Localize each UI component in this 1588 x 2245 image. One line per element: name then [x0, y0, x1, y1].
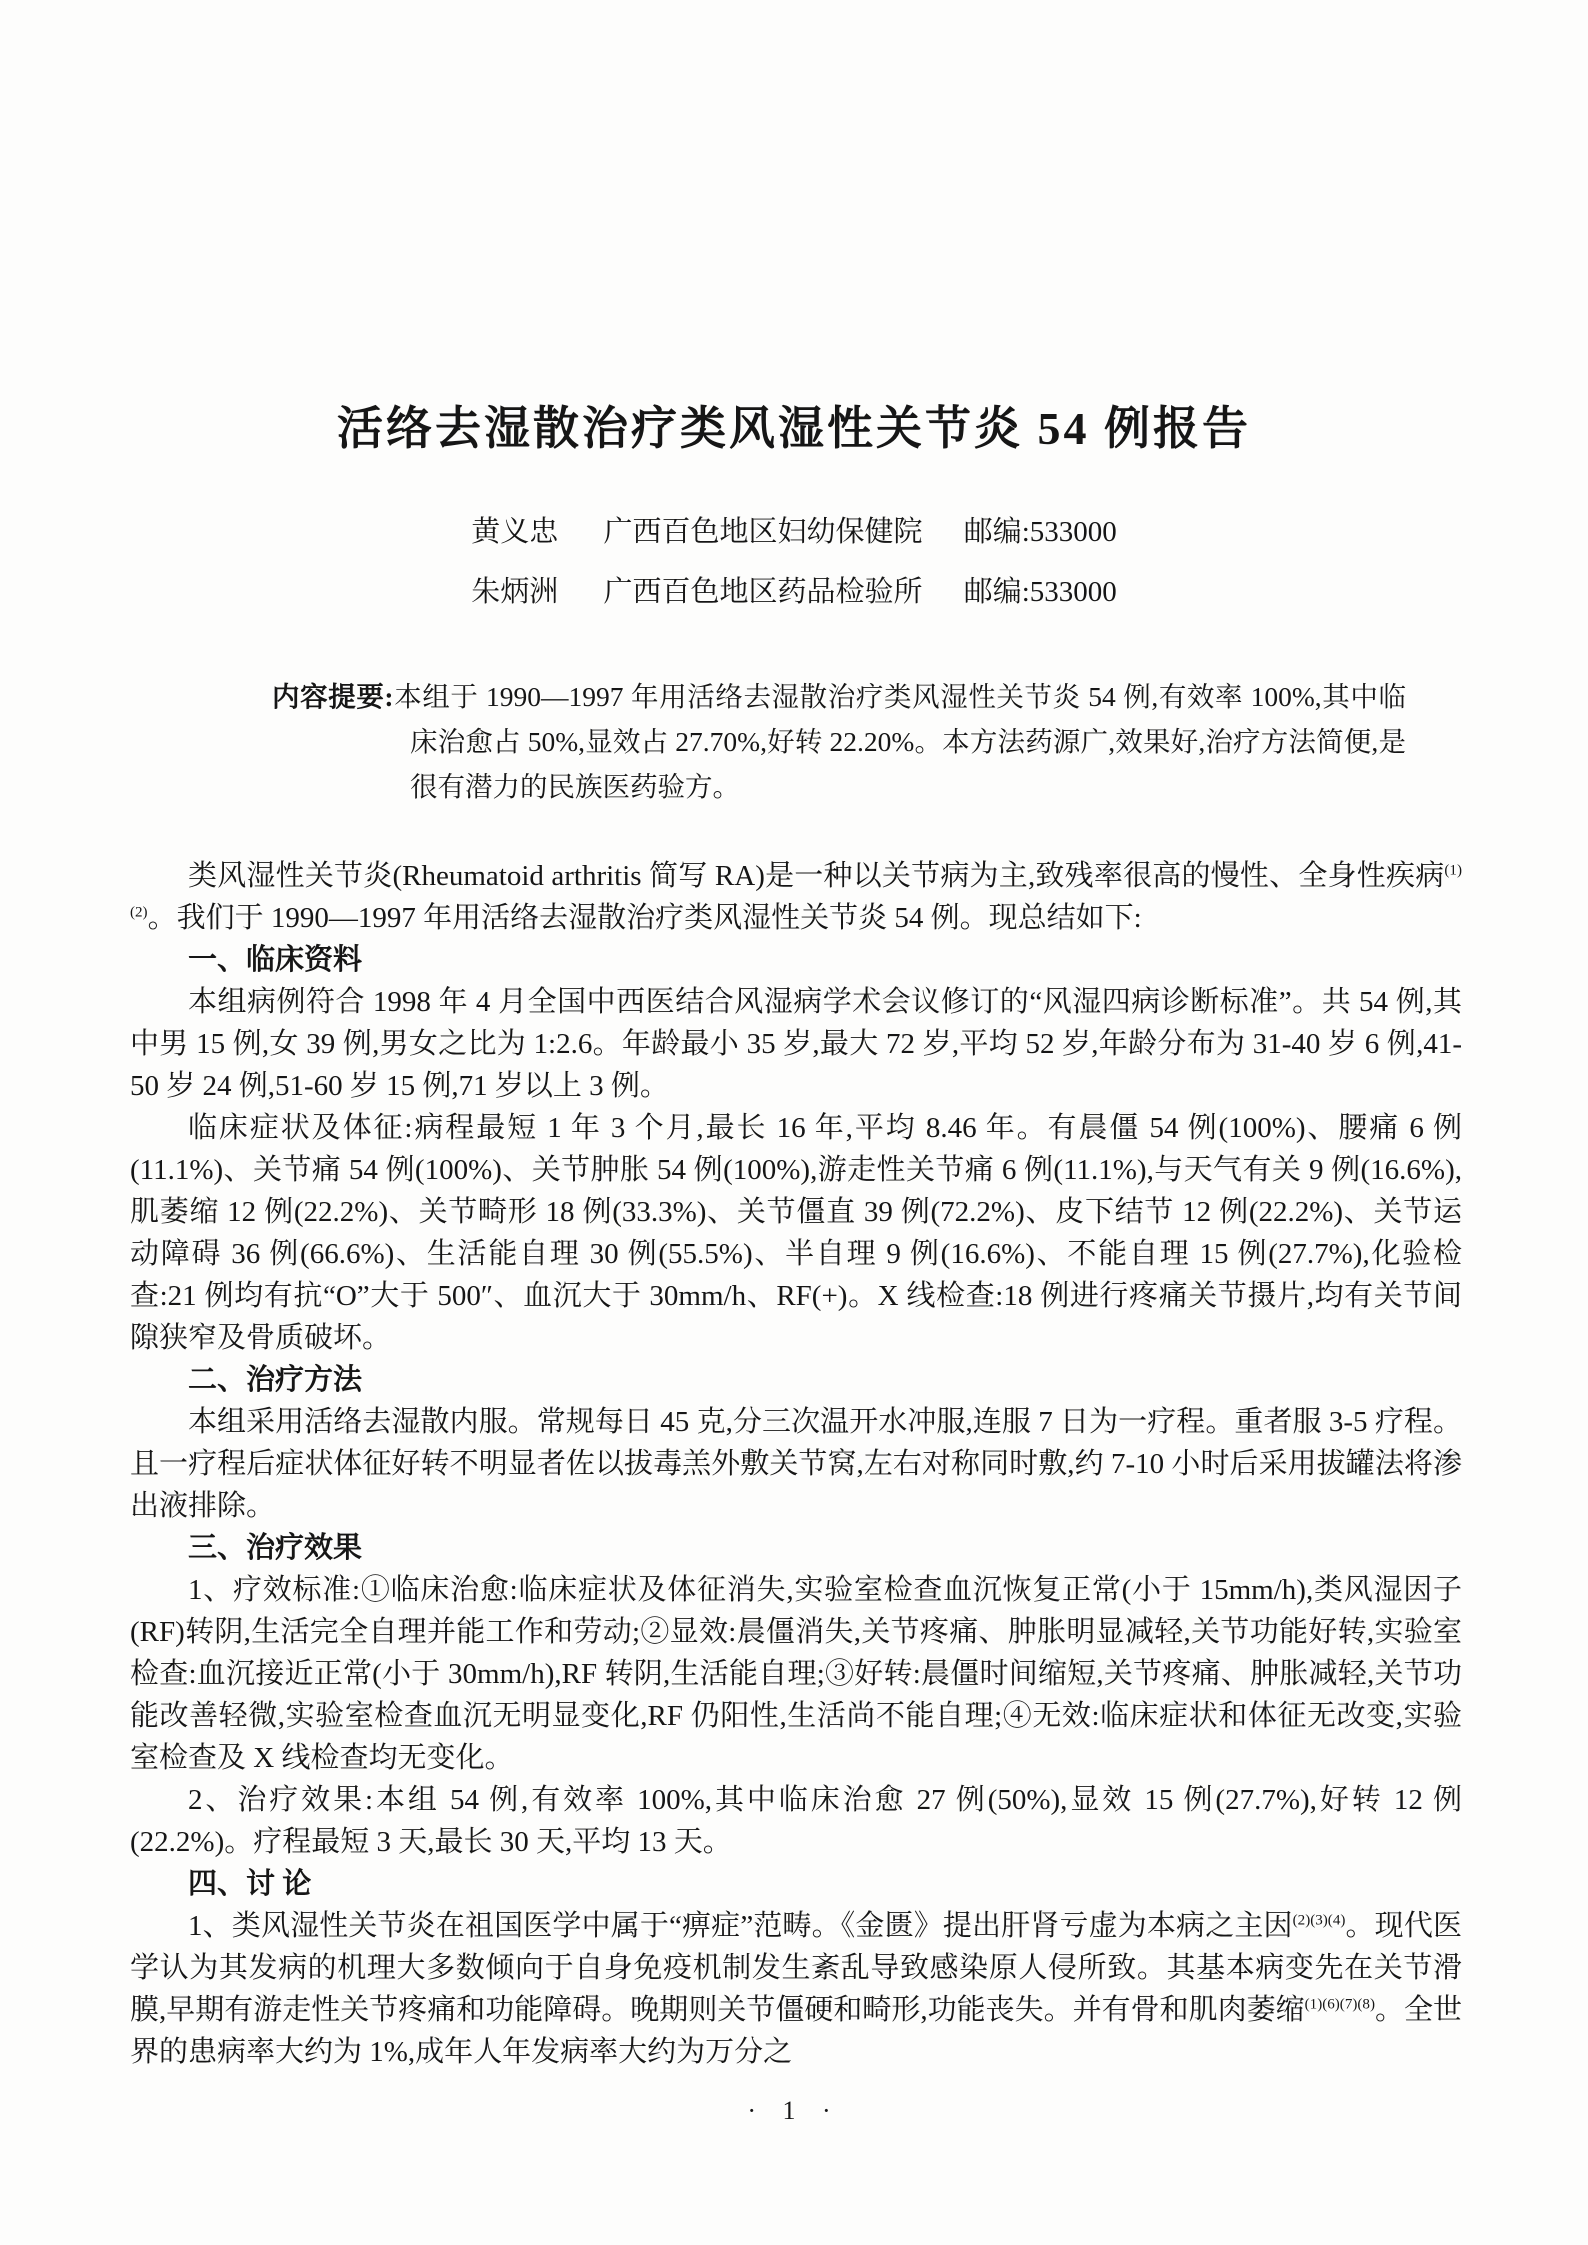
paragraph-text: 类风湿性关节炎(Rheumatoid arthritis 简写 RA)是一种以关节病为主,致残率很高的慢性、全身性疾病: [188, 860, 1445, 892]
reference-superscript: (1)(6)(7)(8): [1304, 1996, 1375, 2013]
paragraph: [130, 1401, 1462, 1527]
paragraph-text: 2、治疗效果:本组 54 例,有效率 100%,其中临床治愈 27 例(50%),显效 15 例(27.7%),好转 12 例(22.2%)。疗程最短 3 天,最长 30 天,平均 13 天。: [130, 1784, 1462, 1858]
paragraph-text: 三、治疗效果: [188, 1532, 363, 1564]
abstract-text: 本组于 1990—1997 年用活络去湿散治疗类风湿性关节炎 54 例,有效率 100%,其中临床治愈占 50%,显效占 27.70%,好转 22.20%。本方法药源广,效果好,治疗方法简便,是很有潜力的民族医药验方。: [393, 681, 1406, 802]
paragraph: [130, 1107, 1462, 1359]
author-line: [0, 502, 1588, 562]
section-heading: [130, 939, 1462, 981]
paragraph-text: 临床症状及体征:病程最短 1 年 3 个月,最长 16 年,平均 8.46 年。有晨僵 54 例(100%)、腰痛 6 例(11.1%)、关节痛 54 例(100%)、关节肿胀 54 例(100%),游走性关节痛 6 例(11.1%),与天气有关 9 例(16.6%),肌萎缩 12 例(22.2%)、关节畸形 18 例(33.3%)、关节僵直 39 例(72.2%)、皮下结节 12 例(22.2%)、关节运动障碍 36 例(66.6%)、生活能自理 30 例(55.5%)、半自理 9 例(16.6%)、不能自理 15 例(27.7%),化验检查:21 例均有抗“O”大于 500″、血沉大于 30mm/h、RF(+)。X 线检查:18 例进行疼痛关节摄片,均有关节间隙狭窄及骨质破坏。: [130, 1112, 1462, 1354]
paragraph-text: 。现代医学认为其发病的机理大多数倾向于自身免疫机制发生紊乱导致感染原人侵所致。其基本病变先在关节滑膜,早期有游走性关节疼痛和功能障碍。晚期则关节僵硬和畸形,功能丧失。并有骨和肌肉萎缩: [130, 1910, 1462, 2026]
paragraph-text: 。我们于 1990—1997 年用活络去湿散治疗类风湿性关节炎 54 例。现总结如下:: [147, 902, 1142, 934]
paragraph: [130, 1905, 1462, 2073]
paragraph-text: 1、类风湿性关节炎在祖国医学中属于“痹症”范畴。《金匮》提出肝肾亏虚为本病之主因: [188, 1910, 1293, 1942]
section-heading: [130, 1359, 1462, 1401]
paragraph-text: 本组病例符合 1998 年 4 月全国中西医结合风湿病学术会议修订的“风湿四病诊断标准”。共 54 例,其中男 15 例,女 39 例,男女之比为 1:2.6。年龄最小 35 岁,最大 72 岁,平均 52 岁,年龄分布为 31-40 岁 6 例,41-50 岁 24 例,51-60 岁 15 例,71 岁以上 3 例。: [130, 986, 1462, 1102]
reference-superscript: (2)(3)(4): [1292, 1912, 1346, 1929]
author-line: [0, 562, 1588, 622]
author-postcode: 邮编:533000: [963, 576, 1117, 608]
reference-superscript: (1)(2): [130, 862, 1462, 921]
author-affiliation: 广西百色地区妇幼保健院: [603, 516, 923, 548]
paragraph: [130, 855, 1462, 939]
page-number: · 1 ·: [747, 2096, 841, 2125]
author-name: 朱炳洲: [471, 576, 559, 608]
paragraph-text: 一、临床资料: [188, 944, 363, 976]
author-postcode: 邮编:533000: [963, 516, 1117, 548]
author-name: 黄义忠: [471, 516, 559, 548]
paragraph-text: 1、疗效标准:①临床治愈:临床症状及体征消失,实验室检查血沉恢复正常(小于 15mm/h),类风湿因子(RF)转阴,生活完全自理并能工作和劳动;②显效:晨僵消失,关节疼痛、肿胀明显减轻,关节功能好转,实验室检查:血沉接近正常(小于 30mm/h),RF 转阴,生活能自理;③好转:晨僵时间缩短,关节疼痛、肿胀减轻,关节功能改善轻微,实验室检查血沉无明显变化,RF 仍阳性,生活尚不能自理;④无效:临床症状和体征无改变,实验室检查及 X 线检查均无变化。: [130, 1574, 1462, 1774]
abstract: [272, 674, 1406, 809]
section-heading: [130, 1527, 1462, 1569]
paragraph-text: 本组采用活络去湿散内服。常规每日 45 克,分三次温开水冲服,连服 7 日为一疗程。重者服 3-5 疗程。且一疗程后症状体征好转不明显者佐以拔毒羔外敷关节窝,左右对称同时敷,约 7-10 小时后采用拔罐法将渗出液排除。: [130, 1406, 1462, 1522]
paragraph-text: 二、治疗方法: [188, 1364, 363, 1396]
abstract-label: 内容提要:: [272, 681, 394, 712]
paragraph-text: 四、讨 论: [188, 1868, 312, 1900]
body-paragraphs: [130, 855, 1462, 2073]
paragraph: [130, 981, 1462, 1107]
author-block: [0, 502, 1588, 622]
section-heading: [130, 1863, 1462, 1905]
paragraph: [130, 1569, 1462, 1779]
paper-title: 活络去湿散治疗类风湿性关节炎 54 例报告: [337, 403, 1251, 454]
author-affiliation: 广西百色地区药品检验所: [603, 576, 923, 608]
paragraph: [130, 1779, 1462, 1863]
paragraph-text: 。全世界的患病率大约为 1%,成年人年发病率大约为万分之: [130, 1994, 1462, 2068]
